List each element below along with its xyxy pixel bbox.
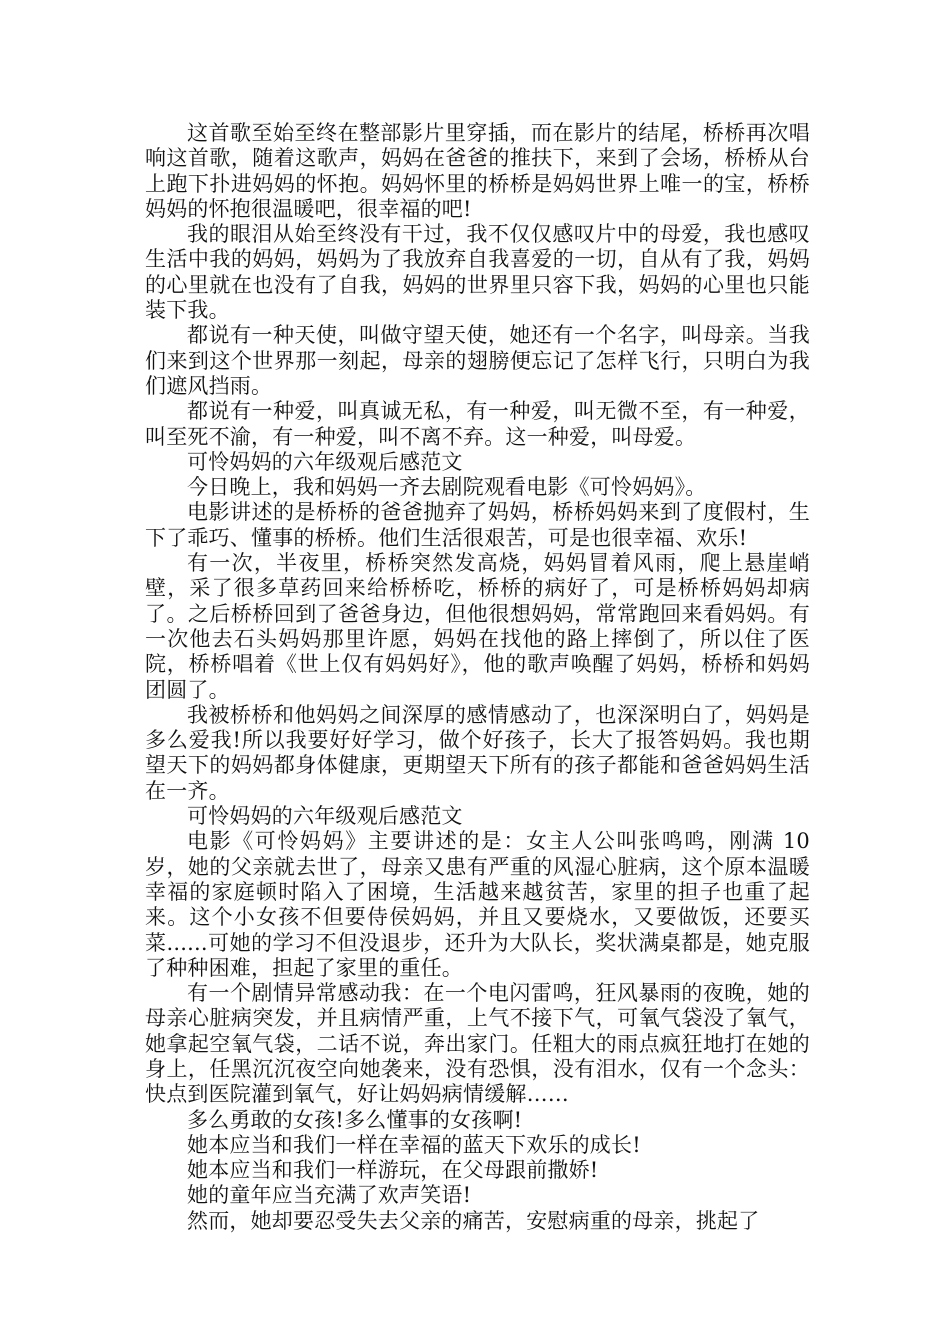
paragraph: 我被桥桥和他妈妈之间深厚的感情感动了，也深深明白了，妈妈是多么爱我!所以我要好好学习，做个好孩子，长大了报答妈妈。我也期望天下的妈妈都身体健康，更期望天下所有的孩子都能和爸爸妈妈生活在一齐。 [145,702,810,803]
paragraph: 她本应当和我们一样在幸福的蓝天下欢乐的成长! [187,1132,641,1157]
paragraph: 都说有一种天使，叫做守望天使，她还有一个名字，叫母亲。当我们来到这个世界那一刻起，母亲的翅膀便忘记了怎样飞行，只明白为我们遮风挡雨。 [145,323,810,398]
paragraph: 都说有一种爱，叫真诚无私，有一种爱，叫无微不至，有一种爱，叫至死不渝，有一种爱，叫不离不弃。这一种爱，叫母爱。 [145,399,810,449]
paragraph: 有一次，半夜里，桥桥突然发高烧，妈妈冒着风雨，爬上悬崖峭壁，采了很多草药回来给桥桥吃，桥桥的病好了，可是桥桥妈妈却病了。之后桥桥回到了爸爸身边，但他很想妈妈，常常跑回来看妈妈。有一次他去石头妈妈那里许愿，妈妈在找他的路上摔倒了，所以住了医院，桥桥唱着《世上仅有妈妈好》，他的歌声唤醒了妈妈，桥桥和妈妈团圆了。 [145,551,810,702]
paragraph: 我的眼泪从始至终没有干过，我不仅仅感叹片中的母爱，我也感叹生活中我的妈妈，妈妈为了我放弃自我喜爱的一切，自从有了我，妈妈的心里就在也没有了自我，妈妈的世界里只容下我，妈妈的心里也只能装下我。 [145,222,810,323]
section-heading: 可怜妈妈的六年级观后感范文 [187,449,463,474]
paragraph: 今日晚上，我和妈妈一齐去剧院观看电影《可怜妈妈》。 [187,475,707,500]
document-body [145,121,810,1234]
section-heading: 可怜妈妈的六年级观后感范文 [187,804,463,829]
paragraph: 电影讲述的是桥桥的爸爸抛弃了妈妈，桥桥妈妈来到了度假村，生下了乖巧、懂事的桥桥。他们生活很艰苦，可是也很幸福、欢乐! [145,500,810,550]
paragraph: 然而，她却要忍受失去父亲的痛苦，安慰病重的母亲，挑起了 [187,1208,760,1233]
paragraph: 电影《可怜妈妈》主要讲述的是：女主人公叫张鸣鸣，刚满 10 岁，她的父亲就去世了，母亲又患有严重的风湿心脏病，这个原本温暖幸福的家庭顿时陷入了困境，生活越来越贫苦，家里的担子也重了起来。这个小女孩不但要侍侯妈妈，并且又要烧水，又要做饭，还要买菜......可她的学习不但没退步，还升为大队长，奖状满桌都是，她克服了种种困难，担起了家里的重任。 [145,829,810,980]
paragraph: 多么勇敢的女孩!多么懂事的女孩啊! [187,1107,523,1132]
paragraph: 有一个剧情异常感动我：在一个电闪雷鸣，狂风暴雨的夜晚，她的母亲心脏病突发，并且病情严重，上气不接下气，可氧气袋没了氧气，她拿起空氧气袋，二话不说，奔出家门。任粗大的雨点疯狂地打在她的身上，任黑沉沉夜空向她袭来，没有恐惧，没有泪水，仅有一个念头：快点到医院灌到氧气，好让妈妈病情缓解…… [145,981,810,1107]
paragraph: 这首歌至始至终在整部影片里穿插，而在影片的结尾，桥桥再次唱响这首歌，随着这歌声，妈妈在爸爸的推扶下，来到了会场，桥桥从台上跑下扑进妈妈的怀抱。妈妈怀里的桥桥是妈妈世界上唯一的宝，桥桥妈妈的怀抱很温暖吧，很幸福的吧! [145,121,810,221]
paragraph: 她的童年应当充满了欢声笑语! [187,1183,472,1208]
paragraph: 她本应当和我们一样游玩，在父母跟前撒娇! [187,1158,599,1183]
